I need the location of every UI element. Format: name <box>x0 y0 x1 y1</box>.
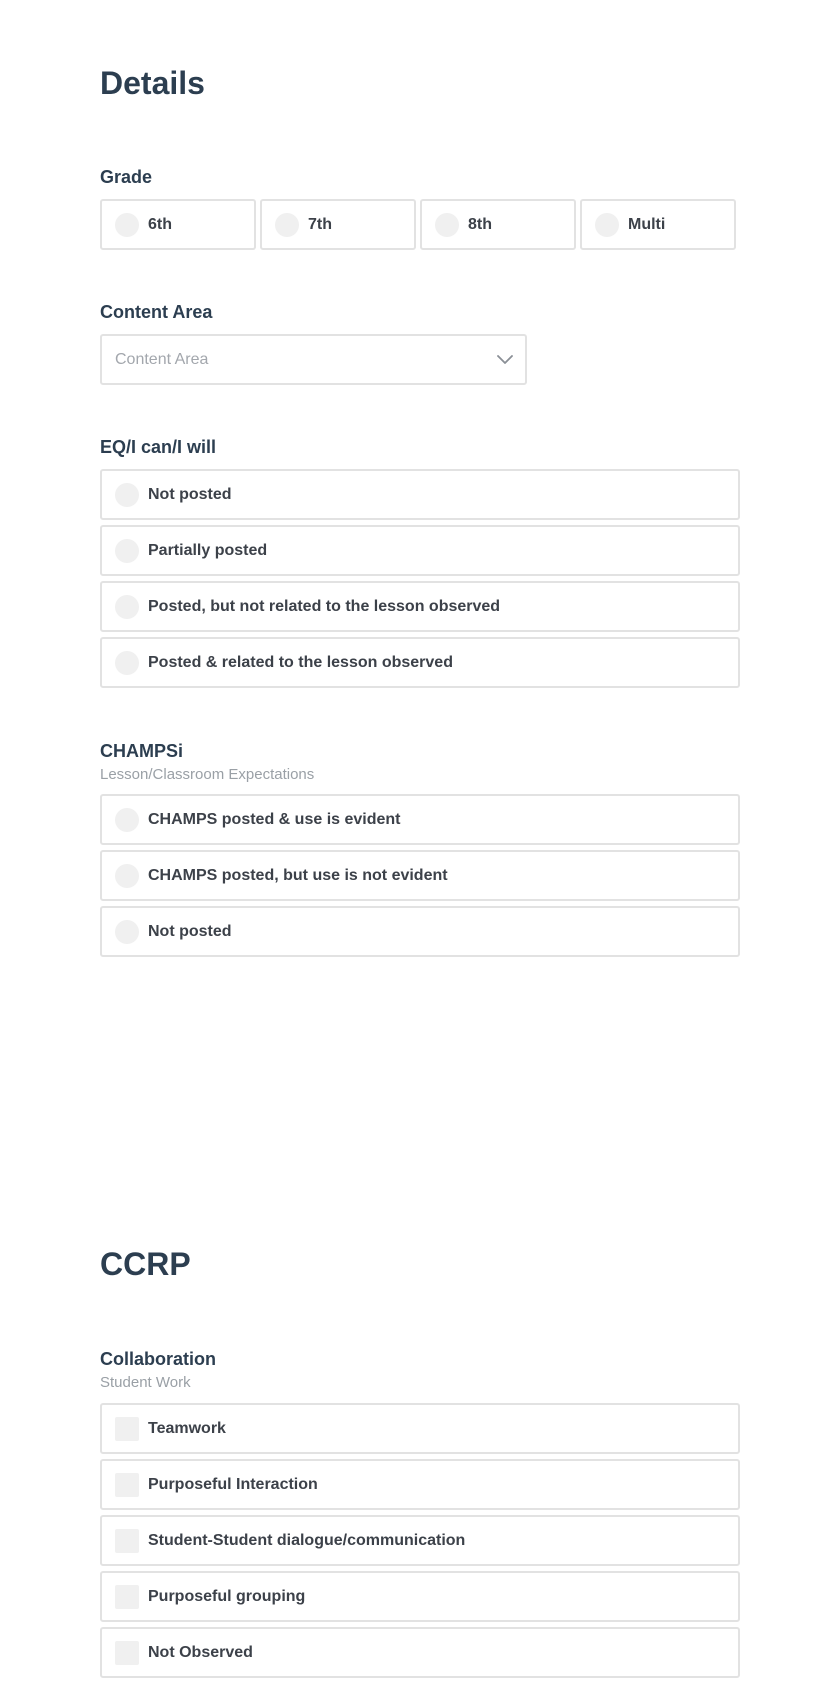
collaboration-title: Collaboration <box>100 1349 216 1369</box>
champsi-option-label: Not posted <box>148 922 232 940</box>
champsi-option-evident[interactable] <box>100 794 740 845</box>
radio-button[interactable] <box>115 651 139 675</box>
eq-option-label: Posted & related to the lesson observed <box>148 653 453 671</box>
radio-button[interactable] <box>115 539 139 563</box>
radio-button[interactable] <box>435 213 459 237</box>
radio-button[interactable] <box>595 213 619 237</box>
eq-option-posted-related[interactable] <box>100 637 740 688</box>
checkbox[interactable] <box>115 1529 139 1553</box>
radio-button[interactable] <box>115 595 139 619</box>
radio-button[interactable] <box>115 864 139 888</box>
grade-option-6th[interactable] <box>100 199 256 250</box>
grade-option-label: 8th <box>468 215 492 233</box>
collaboration-option-purposeful-interaction[interactable] <box>100 1459 740 1510</box>
collaboration-option-not-observed[interactable] <box>100 1627 740 1678</box>
chevron-down-icon <box>497 355 513 365</box>
radio-button[interactable] <box>115 808 139 832</box>
checkbox[interactable] <box>115 1417 139 1441</box>
radio-button[interactable] <box>275 213 299 237</box>
eq-option-label: Posted, but not related to the lesson observed <box>148 597 501 615</box>
content-area-select[interactable] <box>100 334 527 385</box>
collaboration-option-purposeful-grouping[interactable] <box>100 1571 740 1622</box>
eq-option-partially-posted[interactable] <box>100 525 740 576</box>
eq-option-not-posted[interactable] <box>100 469 740 520</box>
ccrp-heading: CCRP <box>100 1246 191 1282</box>
eq-title: EQ/I can/I will <box>100 437 217 457</box>
collaboration-option-label: Teamwork <box>148 1419 226 1437</box>
champsi-option-label: CHAMPS posted & use is evident <box>148 810 401 828</box>
content-area-title: Content Area <box>100 302 213 322</box>
content-area-placeholder: Content Area <box>115 350 209 368</box>
champsi-option-not-posted[interactable] <box>100 906 740 957</box>
champsi-subtitle: Lesson/Classroom Expectations <box>100 766 315 783</box>
grade-options <box>100 199 740 250</box>
eq-option-label: Partially posted <box>148 541 268 559</box>
radio-button[interactable] <box>115 213 139 237</box>
collaboration-option-label: Student-Student dialogue/communication <box>148 1531 466 1549</box>
grade-option-multi[interactable] <box>580 199 736 250</box>
champsi-option-not-evident[interactable] <box>100 850 740 901</box>
checkbox[interactable] <box>115 1473 139 1497</box>
details-heading: Details <box>100 65 205 101</box>
eq-options <box>100 469 740 693</box>
champsi-option-label: CHAMPS posted, but use is not evident <box>148 866 448 884</box>
eq-option-label: Not posted <box>148 485 232 503</box>
grade-option-label: Multi <box>628 215 666 233</box>
collaboration-option-label: Not Observed <box>148 1643 253 1661</box>
eq-option-posted-not-related[interactable] <box>100 581 740 632</box>
grade-option-7th[interactable] <box>260 199 416 250</box>
collaboration-option-teamwork[interactable] <box>100 1403 740 1454</box>
checkbox[interactable] <box>115 1641 139 1665</box>
collaboration-subtitle: Student Work <box>100 1374 191 1391</box>
champsi-title: CHAMPSi <box>100 741 184 761</box>
collaboration-option-label: Purposeful Interaction <box>148 1475 318 1493</box>
grade-option-label: 6th <box>148 215 172 233</box>
checkbox[interactable] <box>115 1585 139 1609</box>
radio-button[interactable] <box>115 920 139 944</box>
grade-option-label: 7th <box>308 215 332 233</box>
collaboration-option-label: Purposeful grouping <box>148 1587 306 1605</box>
grade-option-8th[interactable] <box>420 199 576 250</box>
radio-button[interactable] <box>115 483 139 507</box>
champsi-options <box>100 794 740 962</box>
collaboration-option-student-dialogue[interactable] <box>100 1515 740 1566</box>
collaboration-options <box>100 1403 740 1683</box>
grade-title: Grade <box>100 167 153 187</box>
